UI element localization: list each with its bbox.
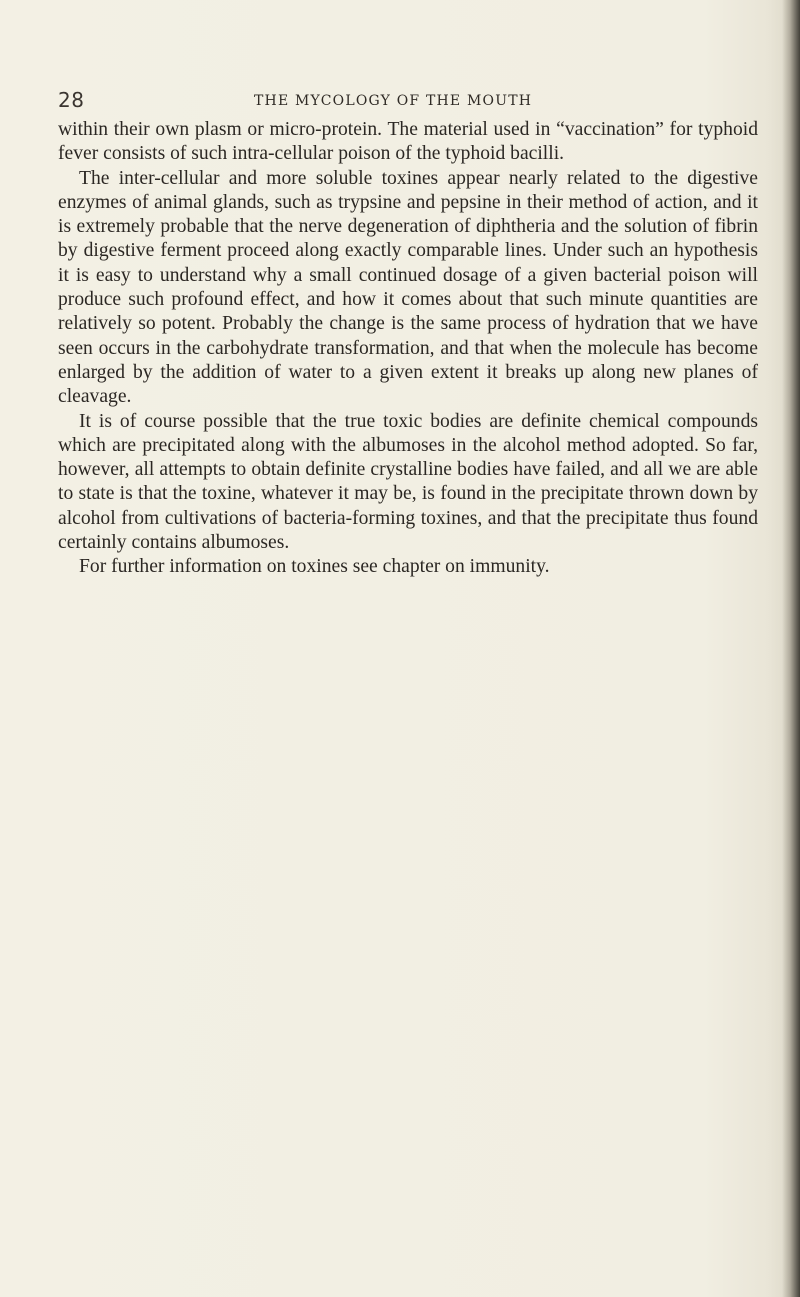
paragraph-chemical-compounds: It is of course possible that the true toxic bodies are definite chemical compounds which are precipitated along with the albumoses in the alcohol method adopted. So far, however, all attempts to obtain definite crystalline bodies have failed, and all we are able to state is that the toxine, whatever it may be, is found in the precipitate thrown down by alcohol from cultivations of bacteria-forming toxines, and that the precipitate thus found certainly contains albumoses.	[58, 410, 758, 554]
paragraph-further-information: For further information on toxines see chapter on immunity.	[79, 556, 550, 578]
page-number: 28	[58, 88, 85, 112]
running-head	[58, 88, 758, 110]
paragraph-continuation: within their own plasm or micro-protein. The material used in “vaccination” for typhoid fever consists of such intra-cellular poison of the typhoid bacilli.	[58, 119, 758, 165]
page-binding-edge	[782, 0, 800, 1297]
paragraph-toxines: The inter-cellular and more soluble toxines appear nearly related to the digestive enzymes of animal glands, such as trypsine and pepsine in their method of action, and it is extremely probable that the nerve degeneration of diphtheria and the solution of fibrin by digestive ferment proceed along exactly comparable lines. Under such an hypothesis it is easy to understand why a small continued dosage of a given bacterial poison will produce such profound effect, and how it comes about that such minute quantities are relatively so potent. Probably the change is the same process of hydration that we have seen occurs in the carbohydrate transformation, and that when the molecule has become enlarged by the addition of water to a given extent it breaks up along new planes of cleavage.	[58, 167, 758, 408]
body-text	[58, 118, 758, 580]
running-title: THE MYCOLOGY OF THE MOUTH	[254, 93, 533, 109]
